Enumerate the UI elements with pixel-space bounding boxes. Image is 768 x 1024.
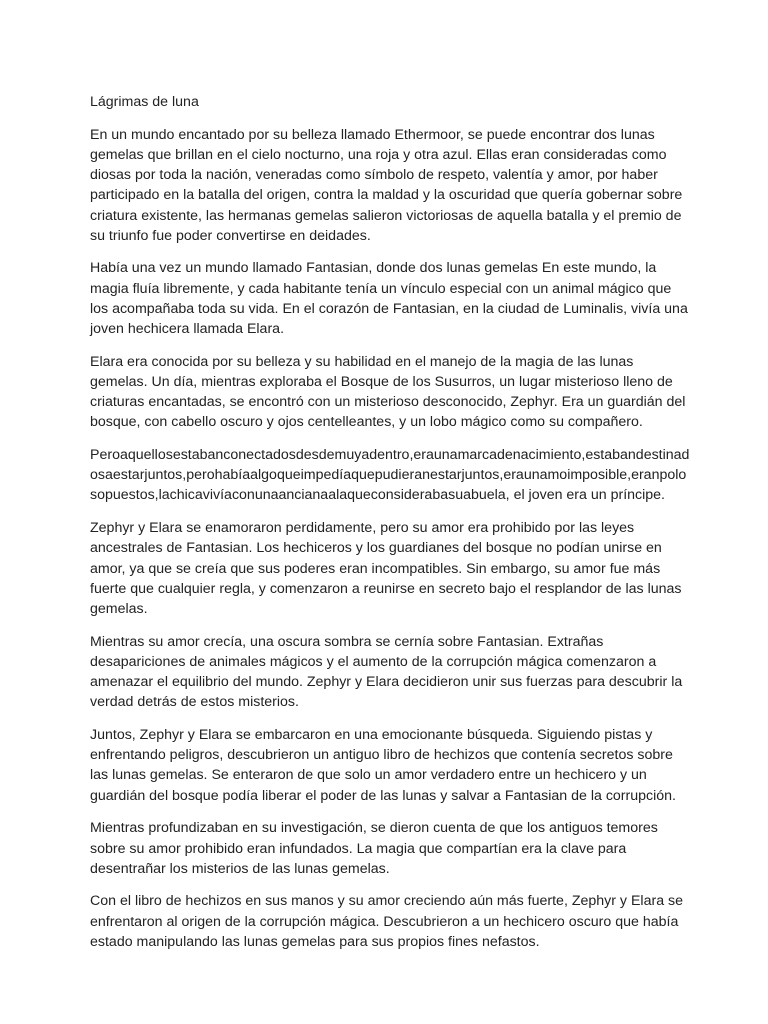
paragraph-4: Peroaquellosestabanconectadosdesdemuyadentro,eraunamarcadenacimiento,estabandestinadosaestarjuntos,perohabíaalgoqueimpedíaquepudieranestarjuntos,eraunamoimposible,eranpolosopuestos,lachicavivíaconunaancianaalaqueconsiderabasuabuela, el joven era un príncipe. [90, 447, 690, 504]
paragraph-2: Había una vez un mundo llamado Fantasian, donde dos lunas gemelas En este mundo, la magia fluía libremente, y cada habitante tenía un vínculo especial con un animal mágico que los acompañaba toda su vida. En el corazón de Fantasian, en la ciudad de Luminalis, vivía una joven hechicera llamada Elara. [90, 260, 688, 338]
paragraph-1: En un mundo encantado por su belleza llamado Ethermoor, se puede encontrar dos lunas gemelas que brillan en el cielo nocturno, una roja y otra azul. Ellas eran consideradas como diosas por toda la nación, veneradas como símbolo de respeto, valentía y amor, por haber participado en la batalla del origen, contra la maldad y la oscuridad que quería gobernar sobre criatura existente, las hermanas gemelas salieron victoriosas de aquella batalla y el premio de su triunfo fue poder convertirse en deidades. [90, 126, 683, 244]
document-body [90, 92, 690, 965]
paragraph-8: Mientras profundizaban en su investigación, se dieron cuenta de que los antiguos temores sobre su amor prohibido eran infundados. La magia que compartían era la clave para desentrañar los misterios de las lunas gemelas. [90, 820, 658, 877]
paragraph-6: Mientras su amor crecía, una oscura sombra se cernía sobre Fantasian. Extrañas desapariciones de animales mágicos y el aumento de la corrupción mágica comenzaron a amenazar el equilibrio del mundo. Zephyr y Elara decidieron unir sus fuerzas para descubrir la verdad detrás de estos misterios. [90, 633, 683, 711]
paragraph-9: Con el libro de hechizos en sus manos y su amor creciendo aún más fuerte, Zephyr y Elara se enfrentaron al origen de la corrupción mágica. Descubrieron a un hechicero oscuro que había estado manipulando las lunas gemelas para sus propios fines nefastos. [90, 893, 684, 950]
document-title: Lágrimas de luna [90, 94, 199, 110]
paragraph-3: Elara era conocida por su belleza y su habilidad en el manejo de la magia de las lunas gemelas. Un día, mientras exploraba el Bosque de los Susurros, un lugar misterioso lleno de criaturas encantadas, se encontró con un misterioso desconocido, Zephyr. Era un guardián del bosque, con cabello oscuro y ojos centelleantes, y un lobo mágico como su compañero. [90, 353, 686, 431]
paragraph-5: Zephyr y Elara se enamoraron perdidamente, pero su amor era prohibido por las leyes ancestrales de Fantasian. Los hechiceros y los guardianes del bosque no podían unirse en amor, ya que se creía que sus poderes eran incompatibles. Sin embargo, su amor fue más fuerte que cualquier regla, y comenzaron a reunirse en secreto bajo el resplandor de las lunas gemelas. [90, 520, 682, 617]
paragraph-7: Juntos, Zephyr y Elara se embarcaron en una emocionante búsqueda. Siguiendo pistas y enfrentando peligros, descubrieron un antiguo libro de hechizos que contenía secretos sobre las lunas gemelas. Se enteraron de que solo un amor verdadero entre un hechicero y un guardián del bosque podía liberar el poder de las lunas y salvar a Fantasian de la corrupción. [90, 726, 676, 804]
